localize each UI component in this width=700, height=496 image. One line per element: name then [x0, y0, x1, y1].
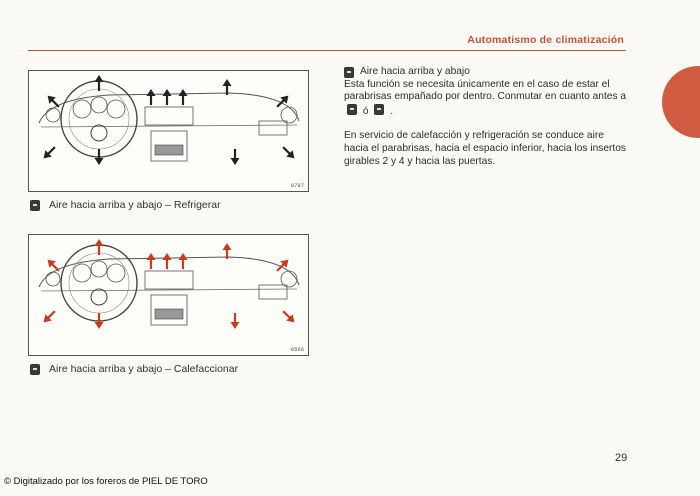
button-icon [30, 200, 40, 211]
header-rule [28, 50, 626, 51]
paragraph-2: En servicio de calefacción y refrigeración se conduce aire hacia el parabrisas, hacia el espacio inferior, hacia los insertos girables 2 y 4 y hacia las puertas. [344, 130, 627, 167]
arrow-icon [163, 253, 172, 269]
period-text: . [390, 105, 394, 117]
arrow-icon [280, 144, 298, 162]
arrow-icon [147, 89, 156, 105]
arrow-icon [163, 89, 172, 105]
figure-caption [30, 199, 221, 211]
arrow-icon [179, 253, 188, 269]
footer-credit: © Digitalizado por los foreros de PIEL DE TORO [4, 476, 208, 487]
subsection-heading [344, 66, 628, 79]
paragraph-1 [344, 79, 628, 119]
caption-text: Aire hacia arriba y abajo – Calefaccionar [49, 363, 239, 375]
arrow-icon [40, 144, 58, 162]
gauge [107, 264, 125, 282]
arrow-icon [95, 239, 104, 255]
dashboard-diagram [29, 71, 308, 191]
button-icon [30, 364, 40, 375]
side-vent [281, 107, 297, 123]
figure-number: 0787 [290, 182, 304, 189]
center-vents [145, 107, 193, 125]
glovebox [259, 121, 287, 135]
arrow-icon [40, 308, 58, 326]
steering-wheel [61, 245, 137, 321]
page-number: 29 [615, 452, 628, 464]
figure-caption [30, 363, 238, 375]
gauge [73, 100, 91, 118]
gauge [91, 97, 107, 113]
button-icon [347, 104, 357, 115]
climate-panel [155, 145, 183, 155]
gauge [73, 264, 91, 282]
section-title: Automatismo de climatización [467, 34, 624, 46]
steering-wheel [61, 81, 137, 157]
arrow-icon [95, 75, 104, 91]
caption-text: Aire hacia arriba y abajo – Refrigerar [49, 199, 221, 211]
center-vents [145, 271, 193, 289]
gauge [91, 261, 107, 277]
side-vent [46, 272, 60, 286]
arrow-icon [231, 149, 240, 165]
arrow-icon [280, 308, 298, 326]
button-icon [344, 67, 354, 78]
chapter-tab-marker [662, 66, 700, 138]
body-text [344, 66, 628, 168]
gauge [107, 100, 125, 118]
arrow-icon [147, 253, 156, 269]
steering-wheel-inner [69, 89, 129, 149]
steering-hub [91, 289, 107, 305]
paragraph-text: Esta función se necesita únicamente en el caso de estar el parabrisas empañado por dentro. Conmutar en cuanto antes a [344, 78, 627, 103]
dashboard-diagram [29, 235, 308, 355]
figure-cooling [28, 70, 309, 192]
glovebox [259, 285, 287, 299]
side-vent [281, 271, 297, 287]
heading-text: Aire hacia arriba y abajo [360, 66, 470, 77]
steering-wheel-inner [69, 253, 129, 313]
arrow-icon [179, 89, 188, 105]
side-vent [46, 108, 60, 122]
steering-hub [91, 125, 107, 141]
arrow-icon [231, 313, 240, 329]
button-icon [374, 104, 384, 115]
climate-panel [155, 309, 183, 319]
conjunction-text: ó [362, 105, 369, 117]
figure-number: 0566 [290, 346, 304, 353]
figure-heating [28, 234, 309, 356]
